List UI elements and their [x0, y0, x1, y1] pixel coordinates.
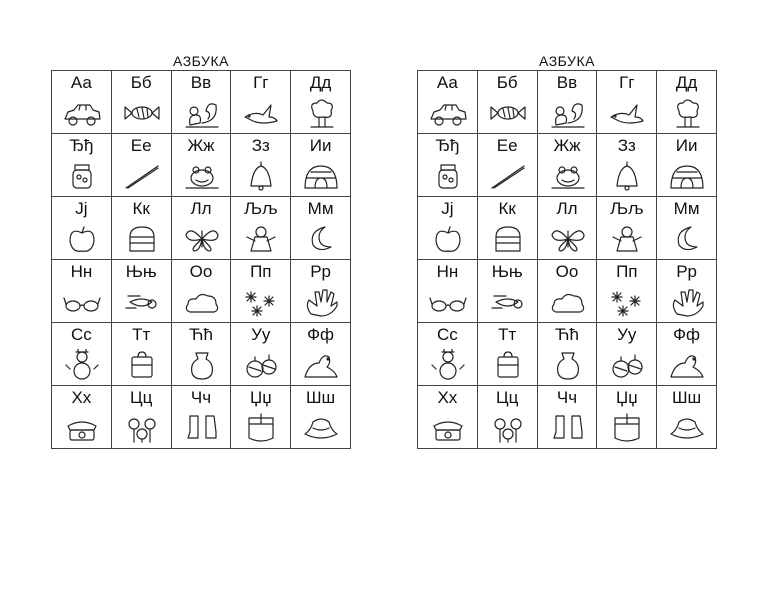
- snowflakes-icon: [241, 286, 281, 318]
- igloo-icon: [667, 160, 707, 192]
- letter-pair: Оо: [555, 262, 579, 281]
- letter-pair: Њњ: [125, 262, 157, 281]
- letter-pair: Гг: [253, 73, 269, 92]
- cake-icon: [122, 223, 162, 255]
- letter-cell: [112, 134, 172, 197]
- letter-cell: [538, 134, 598, 197]
- letter-pair: Хх: [71, 388, 92, 407]
- letter-pair: Нн: [436, 262, 459, 281]
- alphabet-grid: [51, 70, 351, 449]
- letter-cell: [291, 71, 351, 134]
- letter-cell: [597, 323, 657, 386]
- bell-icon: [607, 160, 647, 192]
- car-icon: [62, 97, 102, 129]
- letter-pair: Љљ: [244, 199, 278, 218]
- flowers-icon: [122, 412, 162, 444]
- moon-icon: [301, 223, 341, 255]
- dove-icon: [607, 97, 647, 129]
- bell-icon: [241, 160, 281, 192]
- letter-cell: [657, 260, 717, 323]
- letter-pair: Дд: [309, 73, 332, 92]
- seal-icon: [301, 349, 341, 381]
- letter-pair: Шш: [305, 388, 336, 407]
- letter-cell: [418, 260, 478, 323]
- pocket-icon: [241, 412, 281, 444]
- letter-pair: Јј: [75, 199, 88, 218]
- letter-pair: Зз: [617, 136, 636, 155]
- alphabet-sheet-right: [417, 53, 717, 449]
- letter-cell: [112, 197, 172, 260]
- boots-icon: [548, 412, 588, 444]
- alphabet-sheet-left: [51, 53, 351, 449]
- snowman-icon: [62, 349, 102, 381]
- letter-pair: Зз: [251, 136, 270, 155]
- letter-cell: [231, 386, 291, 449]
- letter-cell: [231, 197, 291, 260]
- snout-icon: [122, 286, 162, 318]
- igloo-icon: [301, 160, 341, 192]
- letter-pair: Мм: [673, 199, 700, 218]
- snowflakes-icon: [607, 286, 647, 318]
- letter-pair: Оо: [189, 262, 213, 281]
- letter-pair: Фф: [673, 325, 701, 344]
- letter-cell: [112, 71, 172, 134]
- letter-cell: [597, 71, 657, 134]
- letter-cell: [657, 71, 717, 134]
- frog-icon: [548, 160, 588, 192]
- alphabet-grid: [417, 70, 717, 449]
- letter-pair: Јј: [441, 199, 454, 218]
- squirrel-icon: [182, 97, 222, 129]
- letter-pair: Тт: [132, 325, 151, 344]
- letter-pair: Хх: [437, 388, 458, 407]
- letter-pair: Џџ: [615, 388, 638, 407]
- cake-icon: [488, 223, 528, 255]
- letter-cell: [52, 134, 112, 197]
- cookie-jar-icon: [62, 160, 102, 192]
- letter-pair: Фф: [307, 325, 335, 344]
- letter-cell: [657, 323, 717, 386]
- letter-pair: Ее: [496, 136, 518, 155]
- letter-pair: Ћћ: [555, 325, 579, 344]
- letter-pair: Бб: [130, 73, 152, 92]
- hand-icon: [301, 286, 341, 318]
- apple-icon: [428, 223, 468, 255]
- candy-icon: [122, 97, 162, 129]
- letter-cell: [172, 323, 232, 386]
- letter-cell: [172, 71, 232, 134]
- letter-pair: Пп: [250, 262, 272, 281]
- letter-pair: Рр: [676, 262, 697, 281]
- letter-pair: Лл: [556, 199, 578, 218]
- candy-icon: [488, 97, 528, 129]
- letter-cell: [418, 386, 478, 449]
- letter-pair: Ђђ: [435, 136, 460, 155]
- letter-pair: Пп: [616, 262, 638, 281]
- letter-pair: Ии: [675, 136, 698, 155]
- letter-cell: [538, 197, 598, 260]
- letter-pair: Шш: [671, 388, 702, 407]
- letter-pair: Ђђ: [69, 136, 94, 155]
- letter-cell: [478, 260, 538, 323]
- letter-pair: Сс: [437, 325, 458, 344]
- letter-cell: [478, 71, 538, 134]
- doll-icon: [241, 223, 281, 255]
- letter-cell: [418, 197, 478, 260]
- cloud-icon: [548, 286, 588, 318]
- letter-cell: [597, 134, 657, 197]
- stick-icon: [122, 160, 162, 192]
- letter-pair: Аа: [70, 73, 92, 92]
- letter-cell: [231, 71, 291, 134]
- letter-cell: [597, 197, 657, 260]
- letter-pair: Тт: [498, 325, 517, 344]
- letter-pair: Нн: [70, 262, 93, 281]
- snout-icon: [488, 286, 528, 318]
- letter-cell: [478, 323, 538, 386]
- letter-cell: [172, 134, 232, 197]
- cookie-jar-icon: [428, 160, 468, 192]
- letter-pair: Мм: [307, 199, 334, 218]
- letter-pair: Уу: [251, 325, 271, 344]
- letter-pair: Чч: [556, 388, 578, 407]
- letter-pair: Бб: [496, 73, 518, 92]
- bag-icon: [488, 349, 528, 381]
- letter-pair: Вв: [190, 73, 212, 92]
- phone-icon: [428, 412, 468, 444]
- hat-icon: [667, 412, 707, 444]
- stick-icon: [488, 160, 528, 192]
- letter-pair: Уу: [617, 325, 637, 344]
- letter-cell: [597, 260, 657, 323]
- letter-cell: [291, 134, 351, 197]
- glasses-icon: [62, 286, 102, 318]
- tree-icon: [667, 97, 707, 129]
- hand-icon: [667, 286, 707, 318]
- letter-cell: [657, 197, 717, 260]
- boots-icon: [182, 412, 222, 444]
- bag-icon: [122, 349, 162, 381]
- letter-cell: [478, 134, 538, 197]
- snowman-icon: [428, 349, 468, 381]
- ornaments-icon: [241, 349, 281, 381]
- letter-cell: [657, 134, 717, 197]
- letter-pair: Љљ: [610, 199, 644, 218]
- letter-pair: Цц: [496, 388, 519, 407]
- letter-pair: Чч: [190, 388, 212, 407]
- sheet-title: АЗБУКА: [539, 53, 595, 69]
- tree-icon: [301, 97, 341, 129]
- car-icon: [428, 97, 468, 129]
- letter-pair: Ии: [309, 136, 332, 155]
- letter-cell: [291, 386, 351, 449]
- letter-cell: [291, 197, 351, 260]
- letter-pair: Ћћ: [189, 325, 213, 344]
- letter-cell: [478, 386, 538, 449]
- letter-pair: Жж: [553, 136, 581, 155]
- letter-cell: [231, 134, 291, 197]
- letter-cell: [231, 260, 291, 323]
- doll-icon: [607, 223, 647, 255]
- letter-cell: [52, 323, 112, 386]
- letter-pair: Сс: [71, 325, 92, 344]
- hat-icon: [301, 412, 341, 444]
- butterfly-icon: [548, 223, 588, 255]
- phone-icon: [62, 412, 102, 444]
- letter-pair: Кк: [132, 199, 150, 218]
- dove-icon: [241, 97, 281, 129]
- cloud-icon: [182, 286, 222, 318]
- vase-icon: [548, 349, 588, 381]
- letter-pair: Лл: [190, 199, 212, 218]
- letter-pair: Њњ: [491, 262, 523, 281]
- letter-cell: [231, 323, 291, 386]
- letter-pair: Аа: [436, 73, 458, 92]
- letter-cell: [538, 260, 598, 323]
- letter-cell: [52, 386, 112, 449]
- letter-pair: Цц: [130, 388, 153, 407]
- letter-cell: [418, 71, 478, 134]
- letter-cell: [112, 386, 172, 449]
- letter-cell: [52, 71, 112, 134]
- letter-cell: [291, 323, 351, 386]
- seal-icon: [667, 349, 707, 381]
- letter-cell: [478, 197, 538, 260]
- sheet-title: АЗБУКА: [173, 53, 229, 69]
- letter-pair: Џџ: [249, 388, 272, 407]
- letter-cell: [52, 260, 112, 323]
- vase-icon: [182, 349, 222, 381]
- apple-icon: [62, 223, 102, 255]
- letter-cell: [538, 386, 598, 449]
- letter-cell: [172, 260, 232, 323]
- pocket-icon: [607, 412, 647, 444]
- letter-cell: [418, 134, 478, 197]
- letter-pair: Ее: [130, 136, 152, 155]
- letter-pair: Кк: [498, 199, 516, 218]
- glasses-icon: [428, 286, 468, 318]
- letter-pair: Дд: [675, 73, 698, 92]
- letter-pair: Гг: [619, 73, 635, 92]
- letter-cell: [538, 71, 598, 134]
- letter-cell: [538, 323, 598, 386]
- letter-cell: [172, 197, 232, 260]
- letter-cell: [657, 386, 717, 449]
- flowers-icon: [488, 412, 528, 444]
- butterfly-icon: [182, 223, 222, 255]
- moon-icon: [667, 223, 707, 255]
- letter-cell: [112, 260, 172, 323]
- ornaments-icon: [607, 349, 647, 381]
- letter-cell: [597, 386, 657, 449]
- letter-cell: [291, 260, 351, 323]
- letter-pair: Рр: [310, 262, 331, 281]
- letter-pair: Вв: [556, 73, 578, 92]
- letter-cell: [112, 323, 172, 386]
- letter-cell: [418, 323, 478, 386]
- squirrel-icon: [548, 97, 588, 129]
- frog-icon: [182, 160, 222, 192]
- letter-cell: [172, 386, 232, 449]
- letter-pair: Жж: [187, 136, 215, 155]
- letter-cell: [52, 197, 112, 260]
